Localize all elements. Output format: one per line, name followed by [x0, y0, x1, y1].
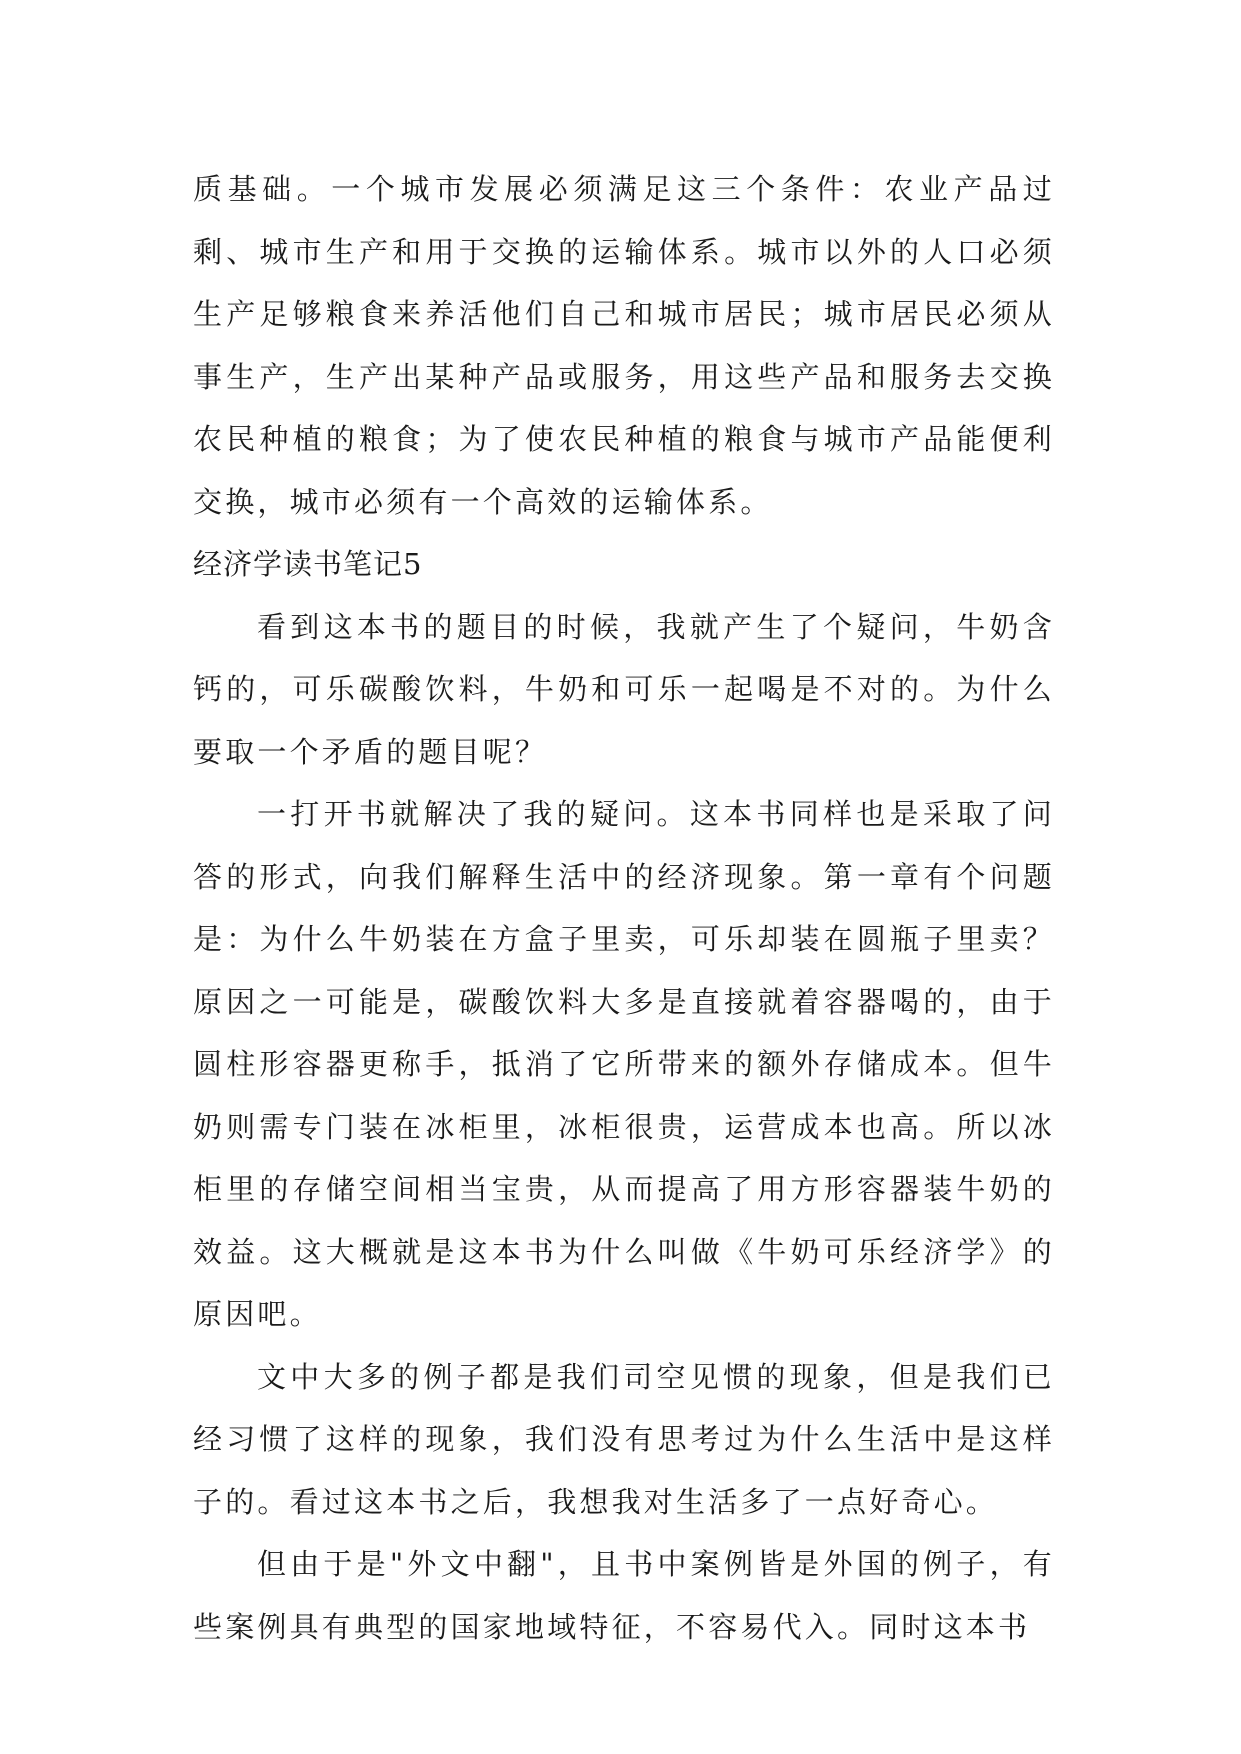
body-paragraph-3: 文中大多的例子都是我们司空见惯的现象，但是我们已经习惯了这样的现象，我们没有思考过为什么生活中是这样子的。看过这本书之后，我想我对生活多了一点好奇心。	[193, 1359, 1055, 1519]
body-paragraph-1: 看到这本书的题目的时候，我就产生了个疑问，牛奶含钙的，可乐碳酸饮料，牛奶和可乐一起喝是不对的。为什么要取一个矛盾的题目呢？	[193, 609, 1055, 769]
body-paragraph-4: 但由于是"外文中翻"，且书中案例皆是外国的例子，有些案例具有典型的国家地域特征，不容易代入。同时这本书	[193, 1547, 1055, 1644]
body-paragraph-2: 一打开书就解决了我的疑问。这本书同样也是采取了问答的形式，向我们解释生活中的经济现象。第一章有个问题是：为什么牛奶装在方盒子里卖，可乐却装在圆瓶子里卖？原因之一可能是，碳酸饮料大多是直接就着容器喝的，由于圆柱形容器更称手，抵消了它所带来的额外存储成本。但牛奶则需专门装在冰柜里，冰柜很贵，运营成本也高。所以冰柜里的存储空间相当宝贵，从而提高了用方形容器装牛奶的效益。这大概就是这本书为什么叫做《牛奶可乐经济学》的原因吧。	[193, 797, 1055, 1331]
continuation-paragraph: 质基础。一个城市发展必须满足这三个条件：农业产品过剩、城市生产和用于交换的运输体系。城市以外的人口必须生产足够粮食来养活他们自己和城市居民；城市居民必须从事生产，生产出某种产品或服务，用这些产品和服务去交换农民种植的粮食；为了使农民种植的粮食与城市产品能便利交换，城市必须有一个高效的运输体系。	[193, 172, 1055, 519]
document-body	[193, 158, 1055, 1658]
section-heading: 经济学读书笔记5	[193, 547, 423, 581]
